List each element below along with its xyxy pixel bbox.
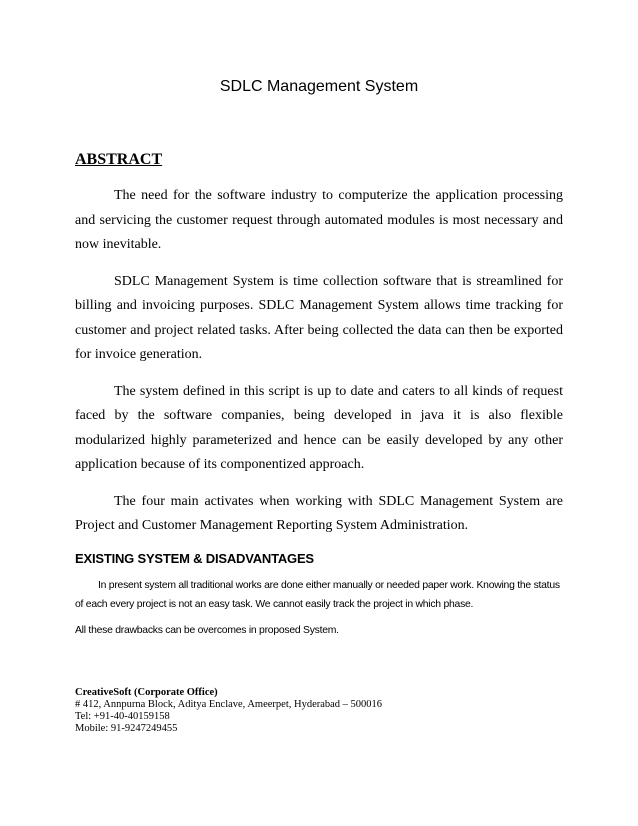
abstract-paragraph: The system defined in this script is up to date and caters to all kinds of request faced by the software companies, being developed in java it is also flexible modularized highly parameterized and hence can be easily developed by any other application because of its componentized approach. [75, 383, 563, 472]
abstract-paragraph: The need for the software industry to computerize the application processing and servicing the customer request through automated modules is most necessary and now inevitable. [75, 188, 563, 252]
existing-system-paragraph: In present system all traditional works are done either manually or needed paper work. Knowing the status of each every project is not an easy task. We cannot easily track the project in which phase. [75, 580, 560, 610]
existing-system-body [75, 576, 565, 647]
existing-system-paragraph: All these drawbacks can be overcomes in proposed System. [75, 625, 339, 636]
footer-mobile: Mobile: 91-9247249455 [75, 723, 178, 734]
abstract-body [75, 184, 563, 551]
footer-address: # 412, Annpurna Block, Aditya Enclave, Ameerpet, Hyderabad – 500016 [75, 699, 383, 710]
abstract-paragraph: SDLC Management System is time collection software that is streamlined for billing and invoicing purposes. SDLC Management System allows time tracking for customer and project related tasks. After being collected the data can then be exported for invoice generation. [75, 273, 563, 362]
footer-tel: Tel: +91-40-40159158 [75, 711, 170, 722]
abstract-paragraph: The four main activates when working with SDLC Management System are Project and Customer Management Reporting System Administration. [75, 493, 563, 533]
existing-system-heading: EXISTING SYSTEM & DISADVANTAGES [75, 551, 314, 566]
abstract-heading: ABSTRACT [75, 151, 163, 168]
footer-contact [75, 687, 495, 735]
footer-company: CreativeSoft (Corporate Office) [75, 687, 218, 698]
document-title: SDLC Management System [219, 78, 419, 95]
